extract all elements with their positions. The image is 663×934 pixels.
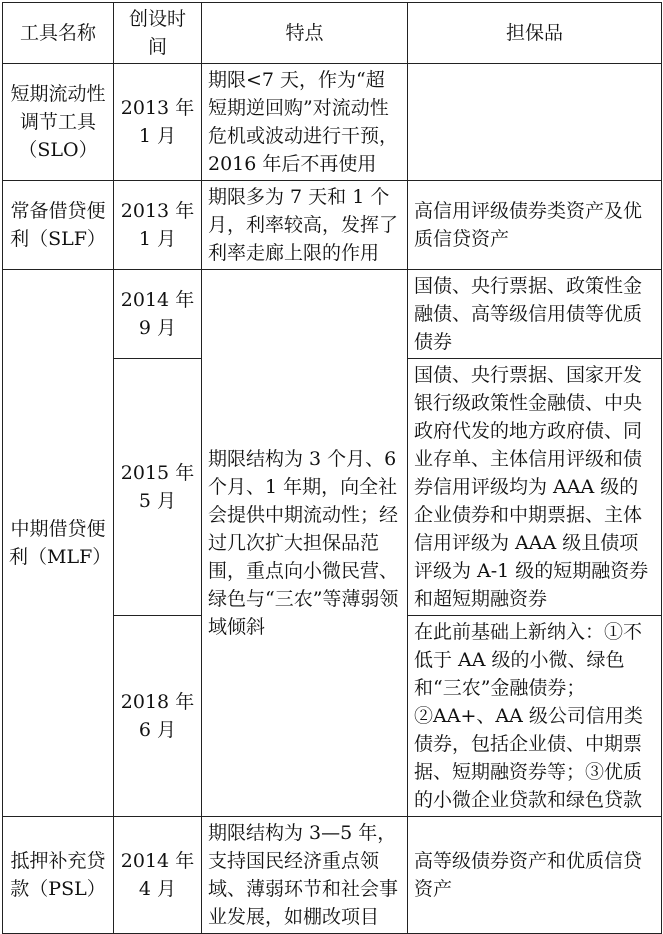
psl-name: 抵押补充贷款（PSL）	[3, 817, 114, 934]
header-row	[3, 3, 662, 64]
row-slf	[3, 181, 662, 270]
slo-date: 2013 年 1 月	[114, 64, 202, 181]
slf-date: 2013 年 1 月	[114, 181, 202, 270]
slf-name: 常备借贷便利（SLF）	[3, 181, 114, 270]
mlf-collateral-2018: 在此前基础上新纳入：①不低于 AA 级的小微、绿色和“三农”金融债券；②AA+、AA 级公司信用类债券，包括企业债、中期票据、短期融资券等；③优质的小微企业贷款和绿色贷款	[408, 616, 662, 817]
header-collateral: 担保品	[408, 3, 662, 64]
mlf-collateral-2014: 国债、央行票据、政策性金融债、高等级信用债等优质债券	[408, 270, 662, 359]
mlf-collateral-2015: 国债、央行票据、国家开发银行级政策性金融债、中央政府代发的地方政府债、同业存单、主体信用评级和债券信用评级均为 AAA 级的企业债券和中期票据、主体信用评级为 AAA 级且债项评级为 A-1 级的短期融资券和超短期融资券	[408, 359, 662, 616]
header-creation-date: 创设时间	[114, 3, 202, 64]
slo-collateral	[408, 64, 662, 181]
header-features: 特点	[202, 3, 408, 64]
slo-feature: 期限<7 天，作为“超短期逆回购”对流动性危机或波动进行干预，2016 年后不再使用	[202, 64, 408, 181]
psl-feature: 期限结构为 3—5 年，支持国民经济重点领域、薄弱环节和社会事业发展，如棚改项目	[202, 817, 408, 934]
mlf-feature: 期限结构为 3 个月、6 个月、1 年期，向全社会提供中期流动性；经过几次扩大担保品范围，重点向小微民营、绿色与“三农”等薄弱领域倾斜	[202, 270, 408, 817]
mlf-date-2015: 2015 年 5 月	[114, 359, 202, 616]
slf-collateral: 高信用评级债券类资产及优质信贷资产	[408, 181, 662, 270]
row-psl	[3, 817, 662, 934]
row-slo	[3, 64, 662, 181]
mlf-date-2018: 2018 年 6 月	[114, 616, 202, 817]
mlf-name: 中期借贷便利（MLF）	[3, 270, 114, 817]
slf-feature: 期限多为 7 天和 1 个月，利率较高，发挥了利率走廊上限的作用	[202, 181, 408, 270]
row-mlf-2014	[3, 270, 662, 359]
header-tool-name: 工具名称	[3, 3, 114, 64]
slo-name: 短期流动性调节工具（SLO）	[3, 64, 114, 181]
psl-collateral: 高等级债券资产和优质信贷资产	[408, 817, 662, 934]
monetary-tools-table	[2, 2, 662, 934]
mlf-date-2014: 2014 年 9 月	[114, 270, 202, 359]
psl-date: 2014 年 4 月	[114, 817, 202, 934]
